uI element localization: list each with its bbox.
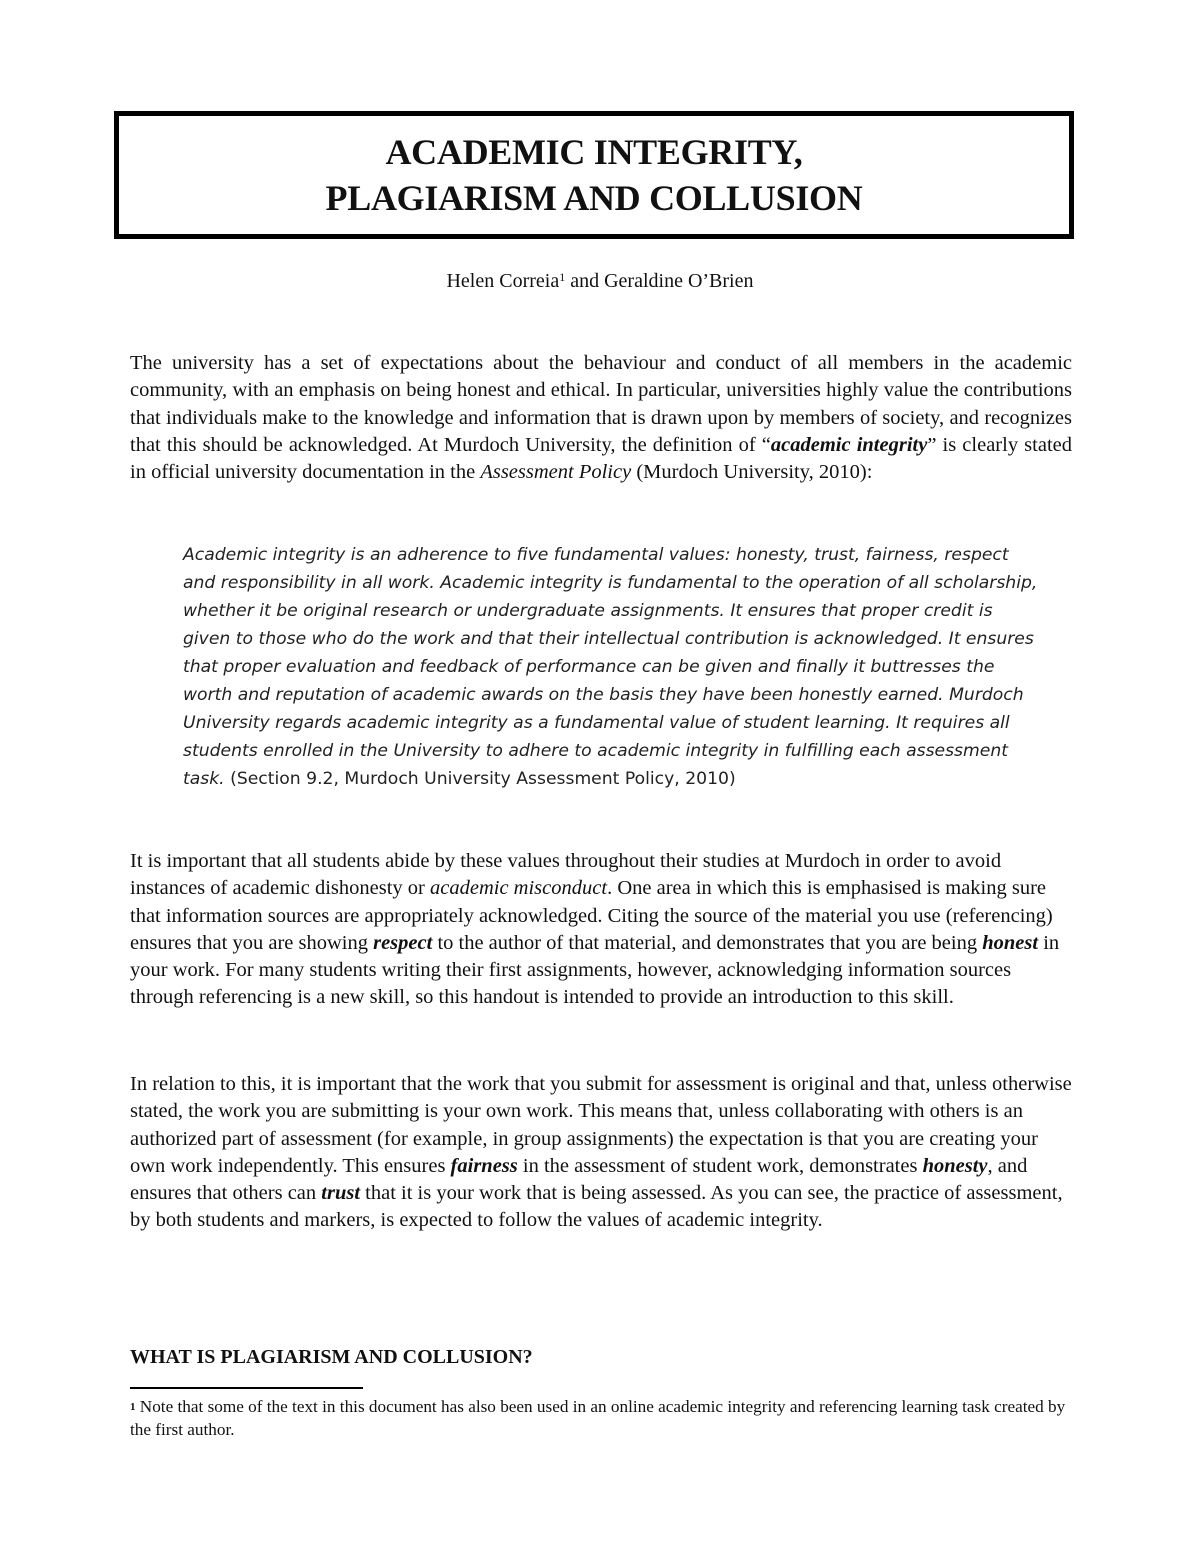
intro-text-3: (Murdoch University, 2010):	[631, 461, 873, 484]
author-line	[0, 270, 1200, 293]
original-work-paragraph	[130, 1071, 1072, 1235]
footnote-marker: 1	[130, 1401, 136, 1413]
title-line-1: ACADEMIC INTEGRITY,	[385, 132, 803, 172]
values-text-2: . One area in which this is emphasised is making sure that information sources are appropriately acknowledged. Citing the source of the material you use (referencing) ensures that you are showing	[130, 877, 1053, 954]
term-academic-integrity: academic integrity	[770, 433, 928, 456]
values-text-4: in your work. For many students writing their first assignments, however, acknowledging information sources through referencing is a new skill, so this handout is intended to provide an introduction to this skill.	[130, 931, 1060, 1009]
policy-title: Assessment Policy	[480, 461, 632, 484]
term-fairness: fairness	[450, 1154, 518, 1177]
policy-quote	[183, 541, 1043, 793]
original-text-3: , and ensures that others can	[130, 1154, 1028, 1205]
values-paragraph	[130, 848, 1072, 1012]
author-footnote-marker: 1	[559, 270, 566, 284]
original-text-4: that it is your work that is being assessed. As you can see, the practice of assessment, by both students and markers, is expected to follow the values of academic integrity.	[130, 1182, 1063, 1232]
section-heading: WHAT IS PLAGIARISM AND COLLUSION?	[130, 1346, 533, 1368]
footnote-divider	[130, 1387, 363, 1389]
intro-text-1: The university has a set of expectations about the behaviour and conduct of all members in the academic community, with an emphasis on being honest and ethical. In particular, universities highly value the contributions that individuals make to the knowledge and information that is drawn upon by members of society, and recognizes that this should be acknowledged. At Murdoch University, the definition of “	[130, 352, 1072, 456]
title-box	[114, 111, 1074, 239]
values-text-1: It is important that all students abide by these values throughout their studies at Murdoch in order to avoid instances of academic dishonesty or	[130, 850, 1002, 900]
original-text-2: in the assessment of student work, demonstrates	[517, 1154, 923, 1177]
values-text-3: to the author of that material, and demonstrates that you are being	[432, 931, 983, 954]
footnote-text: Note that some of the text in this document has also been used in an online academic integrity and referencing learning task created by the first author.	[130, 1397, 1066, 1439]
term-respect: respect	[373, 931, 433, 954]
term-trust: trust	[321, 1182, 361, 1205]
quote-citation: (Section 9.2, Murdoch University Assessment Policy, 2010)	[224, 769, 736, 789]
quote-text: Academic integrity is an adherence to five fundamental values: honesty, trust, fairness, respect and responsibility in all work. Academic integrity is fundamental to the operation of all scholarship, whether it be original research or undergraduate assignments. It ensures that proper credit is given to those who do the work and that their intellectual contribution is acknowledged. It ensures that proper evaluation and feedback of performance can be given and finally it buttresses the worth and reputation of academic awards on the basis they have been honestly earned. Murdoch University regards academic integrity as a fundamental value of student learning. It requires all students enrolled in the University to adhere to academic integrity in fulfilling each assessment task.	[183, 545, 1038, 789]
term-academic-misconduct: academic misconduct	[430, 877, 608, 900]
footnote	[130, 1396, 1080, 1441]
author-2: Geraldine O’Brien	[604, 270, 754, 292]
term-honesty: honesty	[922, 1154, 988, 1177]
original-text-1: In relation to this, it is important that the work that you submit for assessment is original and that, unless otherwise stated, the work you are submitting is your own work. This means that, unless collaborating with others is an authorized part of assessment (for example, in group assignments) the expectation is that you are creating your own work independently. This ensures	[130, 1073, 1072, 1177]
author-1: Helen Correia	[446, 270, 560, 292]
title-line-2: PLAGIARISM AND COLLUSION	[325, 178, 863, 218]
intro-text-2: ” is clearly stated in official university documentation in the	[130, 433, 1072, 484]
author-joiner: and	[565, 270, 605, 292]
intro-paragraph	[130, 350, 1072, 486]
term-honest: honest	[982, 931, 1039, 954]
